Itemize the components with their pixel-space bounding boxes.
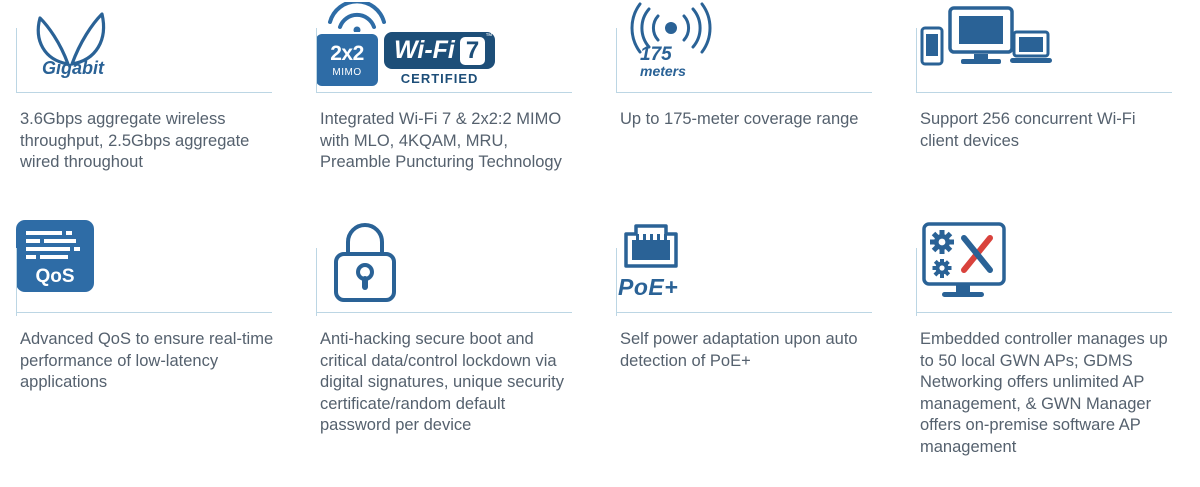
tick-mark bbox=[616, 28, 617, 92]
feature-description: Support 256 concurrent Wi-Fi client devices bbox=[920, 110, 1136, 150]
coverage-icon-area bbox=[600, 0, 882, 92]
clients-icon-area bbox=[900, 0, 1182, 92]
feature-description: Anti-hacking secure boot and critical data/control lockdown via digital signatures, unique security certificate/random default password per device bbox=[320, 330, 564, 434]
trademark-symbol: ™ bbox=[485, 33, 493, 40]
feature-card-coverage bbox=[600, 0, 900, 212]
multi-device-icon bbox=[916, 2, 1056, 80]
wifi-word: Wi-Fi bbox=[394, 36, 455, 64]
tick-mark bbox=[916, 28, 917, 92]
tick-mark bbox=[316, 248, 317, 316]
qos-equalizer-icon bbox=[16, 220, 94, 292]
feature-card-clients bbox=[900, 0, 1200, 212]
gigabit-icon-label: Gigabit bbox=[42, 58, 104, 78]
feature-description: Advanced QoS to ensure real-time performance of low-latency applications bbox=[20, 330, 274, 391]
gigabit-icon-area bbox=[0, 0, 282, 92]
qos-icon-label: QoS bbox=[35, 266, 75, 287]
coverage-range-label bbox=[640, 46, 686, 80]
controller-icon-area bbox=[900, 212, 1182, 312]
padlock-icon bbox=[322, 220, 408, 304]
feature-card-controller bbox=[900, 212, 1200, 487]
feature-card-security bbox=[300, 212, 600, 487]
feature-description: Up to 175-meter coverage range bbox=[620, 110, 859, 128]
feature-description: 3.6Gbps aggregate wireless throughput, 2.5Gbps aggregate wired throughout bbox=[20, 110, 250, 171]
mimo-label: MIMO bbox=[332, 66, 362, 78]
feature-card-wifi7 bbox=[300, 0, 600, 212]
mimo-value: 2x2 bbox=[330, 41, 364, 65]
feature-card-gigabit bbox=[0, 0, 300, 212]
poe-icon-label: PoE+ bbox=[618, 274, 679, 300]
equalizer-bars-icon bbox=[26, 229, 84, 269]
tick-mark bbox=[16, 28, 17, 92]
tick-mark bbox=[16, 248, 17, 316]
wifi-waves-icon bbox=[324, 2, 390, 32]
feature-description: Embedded controller manages up to 50 local GWN APs; GDMS Networking offers unlimited AP management, & GWN Manager offers on-premise software AP management bbox=[920, 330, 1168, 456]
ethernet-port-icon bbox=[618, 220, 688, 272]
poe-icon-area bbox=[600, 212, 882, 312]
mimo-box bbox=[316, 34, 378, 86]
wifi7-logo bbox=[384, 32, 495, 69]
coverage-range-value: 175 bbox=[640, 44, 672, 65]
wifi7-icon-area bbox=[300, 0, 582, 92]
monitor-tools-gear-icon bbox=[916, 220, 1012, 304]
security-icon-area bbox=[300, 212, 582, 312]
certified-label: CERTIFIED bbox=[400, 71, 479, 86]
wifi-7-certified-badge-icon bbox=[316, 32, 495, 86]
wifi-number: 7 bbox=[460, 37, 485, 65]
feature-description: Integrated Wi-Fi 7 & 2x2:2 MIMO with MLO, 4KQAM, MRU, Preamble Puncturing Technology bbox=[320, 110, 562, 171]
tick-mark bbox=[616, 248, 617, 316]
tick-mark bbox=[916, 248, 917, 316]
feature-card-poe bbox=[600, 212, 900, 487]
feature-card-qos bbox=[0, 212, 300, 487]
coverage-range-unit: meters bbox=[640, 63, 686, 79]
tick-mark bbox=[316, 28, 317, 92]
qos-icon-area bbox=[0, 212, 282, 312]
feature-description: Self power adaptation upon auto detection of PoE+ bbox=[620, 330, 858, 370]
